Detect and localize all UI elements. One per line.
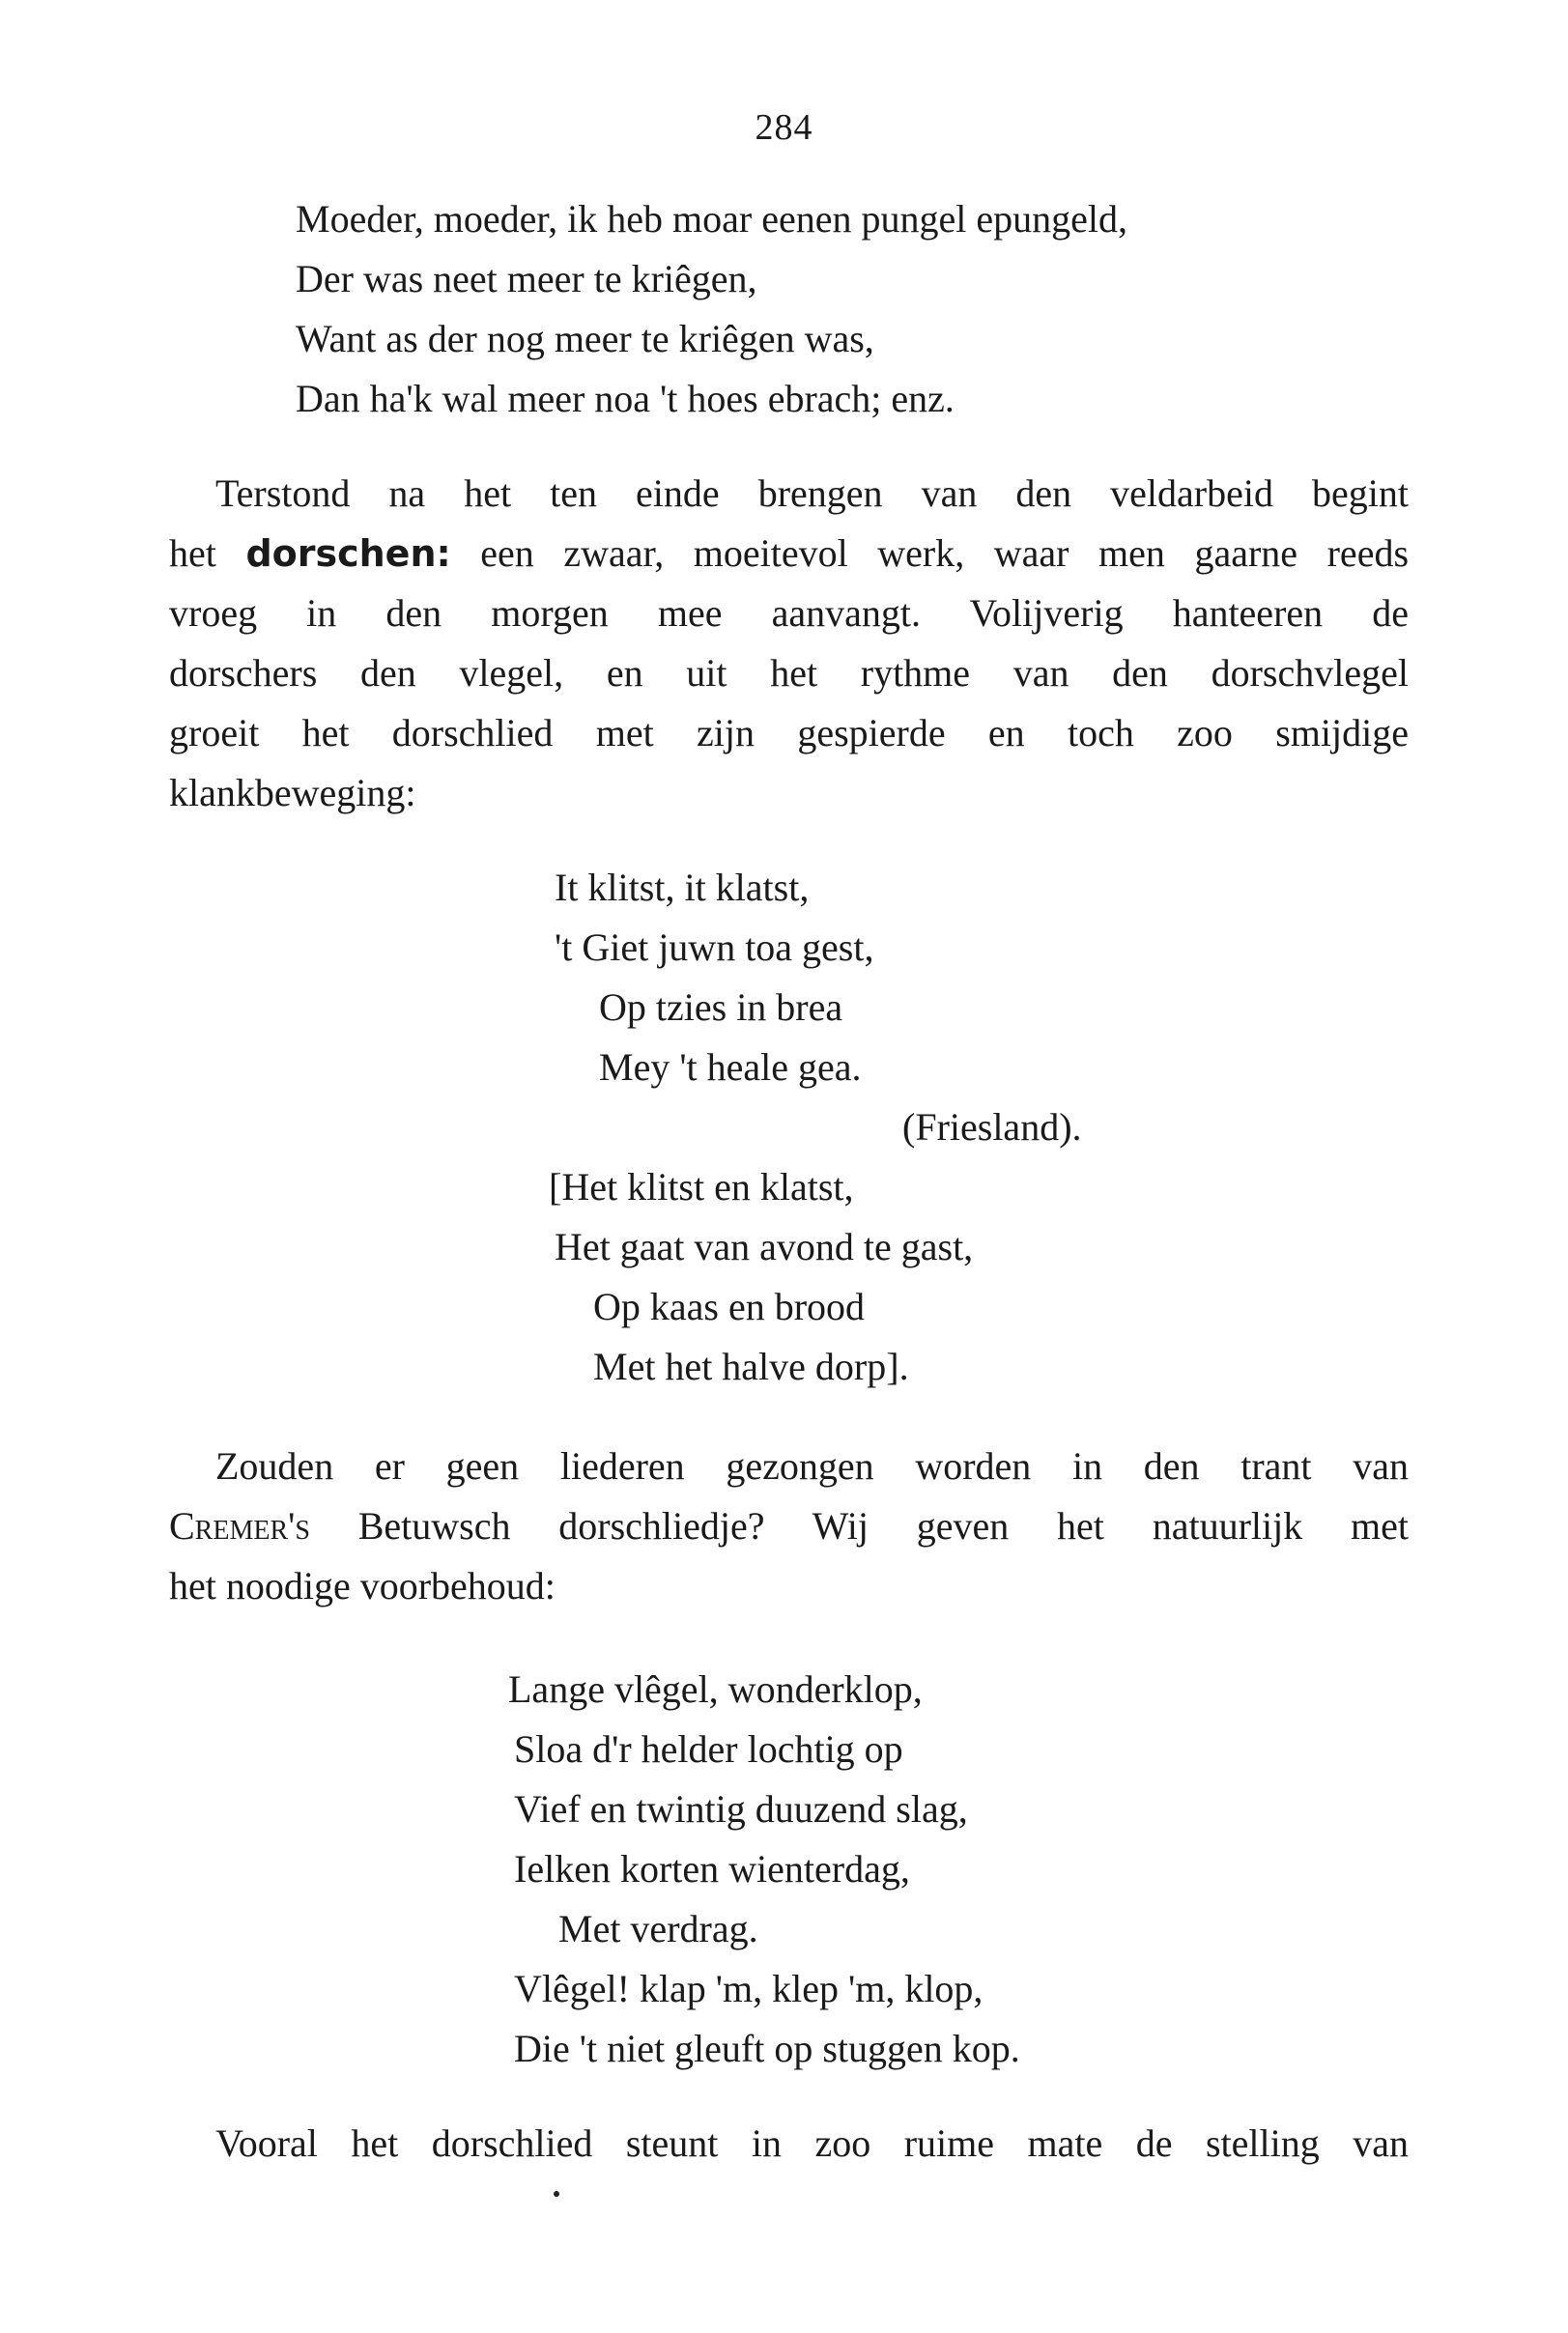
verse-line: Op kaas en brood — [593, 1285, 866, 1328]
verse-line: Die 't niet gleuft op stuggen kop. — [514, 2027, 1020, 2070]
verse-line: Moeder, moeder, ik heb moar eenen pungel epungeld, — [296, 197, 1127, 241]
verse-block-3 — [549, 1157, 973, 1397]
verse-line: Der was neet meer te kriêgen, — [296, 257, 757, 300]
verse-line: Sloa d'r helder lochtig op — [514, 1727, 903, 1771]
paragraph-line: Vooral het dorschlied steunt in zoo ruime mate de stelling van — [215, 2121, 1409, 2165]
verse-line: Vief en twintig duuzend slag, — [514, 1787, 968, 1831]
paragraph-2 — [169, 1437, 1409, 1616]
verse-line: Met het halve dorp]. — [593, 1345, 909, 1388]
verse-source: (Friesland). — [902, 1105, 1082, 1149]
verse-line: Want as der nog meer te kriêgen was, — [296, 317, 874, 360]
bold-term: dorschen: — [245, 532, 451, 575]
verse-line: Op tzies in brea — [599, 985, 843, 1029]
paragraph-line — [169, 524, 1409, 583]
verse-block-4 — [508, 1660, 1020, 2079]
verse-block-2 — [555, 858, 1082, 1157]
paragraph-line: het noodige voorbehoud: — [169, 1564, 556, 1607]
verse-line: Lange vlêgel, wonderklop, — [508, 1667, 923, 1711]
paragraph-3 — [169, 2114, 1409, 2174]
verse-line: It klitst, it klatst, — [555, 866, 810, 909]
paragraph-text: het — [169, 531, 216, 575]
paragraph-line: klankbeweging: — [169, 771, 416, 814]
verse-line: Met verdrag. — [558, 1907, 758, 1950]
paragraph-line — [169, 1496, 1409, 1556]
author-name: Cremer's — [169, 1504, 310, 1548]
paragraph-line: groeit het dorschlied met zijn gespierde en toch zoo smijdige — [169, 711, 1409, 754]
paragraph-line: dorschers den vlegel, en uit het rythme van den dorschvlegel — [169, 651, 1409, 695]
ink-dot — [554, 2191, 559, 2197]
verse-line: Dan ha'k wal meer noa 't hoes ebrach; enz. — [296, 377, 955, 420]
paragraph-1 — [169, 464, 1409, 823]
verse-line: 't Giet juwn toa gest, — [555, 925, 874, 969]
verse-line: [Het klitst en klatst, — [549, 1165, 854, 1209]
paragraph-text: een zwaar, moeitevol werk, waar men gaarne reeds — [480, 531, 1410, 575]
verse-line: Het gaat van avond te gast, — [555, 1225, 974, 1268]
paragraph-line: Terstond na het ten einde brengen van den veldarbeid begint — [215, 471, 1409, 515]
verse-line: Vlêgel! klap 'm, klep 'm, klop, — [514, 1967, 984, 2010]
page-number: 284 — [755, 107, 813, 148]
verse-block-1 — [296, 189, 1127, 429]
verse-line: Ielken korten wienterdag, — [514, 1847, 910, 1891]
paragraph-text: Betuwsch dorschliedje? Wij geven het natuurlijk met — [357, 1504, 1409, 1548]
paragraph-line: Zouden er geen liederen gezongen worden in den trant van — [215, 1444, 1409, 1488]
paragraph-line: vroeg in den morgen mee aanvangt. Volijverig hanteeren de — [169, 591, 1409, 635]
verse-line: Mey 't heale gea. — [599, 1045, 862, 1089]
